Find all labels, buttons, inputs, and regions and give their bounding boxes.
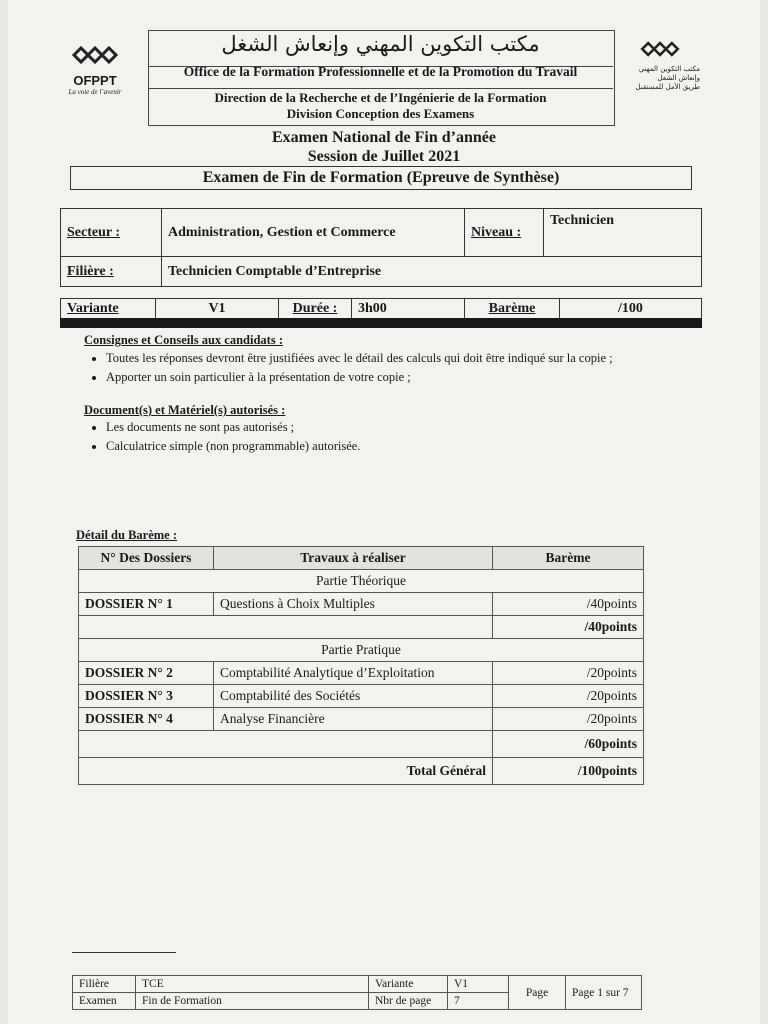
niveau-value: Technicien: [544, 209, 702, 257]
secteur-value: Administration, Gestion et Commerce: [162, 209, 465, 257]
bareme-label: Barème: [465, 299, 560, 320]
variante-label: Variante: [61, 299, 156, 320]
total-label: Total Général: [79, 758, 493, 785]
consignes-title: Consignes et Conseils aux candidats :: [84, 333, 283, 347]
ofppt-logo-left: [50, 42, 140, 112]
logo-right-line-3: طريق الأمل للمستقبل: [635, 83, 700, 91]
duree-label: Durée :: [279, 299, 352, 320]
consignes-list: [84, 349, 613, 387]
partie-theorique: Partie Théorique: [79, 570, 644, 593]
variante-table: [60, 298, 702, 320]
table-row: [79, 593, 644, 616]
col-header-dossiers: N° Des Dossiers: [79, 547, 214, 570]
footer-variante-value: V1: [448, 976, 509, 993]
variante-value: V1: [156, 299, 279, 320]
document-item: • Les documents ne sont pas autorisés ;: [106, 418, 360, 437]
consigne-item: • Apporter un soin particulier à la présentation de votre copie ;: [106, 368, 613, 387]
footer-examen-value: Fin de Formation: [136, 993, 369, 1010]
table-row: [79, 731, 644, 758]
col-header-travaux: Travaux à réaliser: [214, 547, 493, 570]
logo-left-text: OFPPT: [73, 73, 117, 88]
footer-page-value: Page 1 sur 7: [566, 976, 642, 1010]
table-header-row: [79, 547, 644, 570]
footer-filiere-label: Filière: [73, 976, 136, 993]
dossier-travail: Analyse Financière: [214, 708, 493, 731]
col-header-bareme: Barème: [493, 547, 644, 570]
header-arabic-title: مكتب التكوين المهني وإنعاش الشغل: [221, 32, 540, 56]
document-item: • Calculatrice simple (non programmable) autorisée.: [106, 437, 360, 456]
filiere-label: Filière :: [61, 257, 162, 287]
ofppt-emblem-icon: [637, 38, 683, 60]
bareme-value: /100: [560, 299, 702, 320]
logo-right-line-1: مكتب التكوين المهني: [638, 65, 700, 73]
exam-title: Examen National de Fin d’année: [271, 129, 496, 146]
dossier-points: /20points: [493, 685, 644, 708]
bareme-title: Détail du Barème :: [76, 528, 178, 542]
table-row: [79, 708, 644, 731]
ofppt-logo-right: [620, 38, 700, 108]
header-direction-block: [148, 90, 613, 122]
exam-session: Session de Juillet 2021: [307, 148, 461, 165]
partie-pratique: Partie Pratique: [79, 639, 644, 662]
dossier-label: DOSSIER N° 2: [79, 662, 214, 685]
dossier-travail: Comptabilité Analytique d’Exploitation: [214, 662, 493, 685]
footnote-separator: [72, 952, 176, 953]
footer-variante-label: Variante: [369, 976, 448, 993]
total-value: /100points: [493, 758, 644, 785]
documents-list: [84, 418, 360, 456]
dossier-label: DOSSIER N° 1: [79, 593, 214, 616]
exam-type: Examen de Fin de Formation (Epreuve de Synthèse): [70, 166, 692, 190]
dossier-points: /20points: [493, 708, 644, 731]
niveau-label: Niveau :: [465, 209, 544, 257]
documents-title: Document(s) et Matériel(s) autorisés :: [84, 403, 286, 417]
footer-nbr-value: 7: [448, 993, 509, 1010]
dossier-points: /20points: [493, 662, 644, 685]
subtotal-pratique: /60points: [493, 731, 644, 758]
bareme-table: [78, 546, 644, 785]
dossier-travail: Comptabilité des Sociétés: [214, 685, 493, 708]
table-row: [79, 758, 644, 785]
separator-bar: [60, 318, 702, 328]
logo-right-line-2: وإنعاش الشغل: [657, 74, 700, 82]
footer-table: [72, 975, 642, 1010]
exam-page: [8, 0, 760, 1024]
subtotal-theorique: /40points: [493, 616, 644, 639]
dossier-points: /40points: [493, 593, 644, 616]
header-division: Division Conception des Examens: [286, 106, 475, 121]
table-row: [79, 685, 644, 708]
secteur-label: Secteur :: [61, 209, 162, 257]
table-row: [79, 616, 644, 639]
table-row: [79, 662, 644, 685]
ofppt-emblem-icon: [70, 42, 120, 68]
dossier-label: DOSSIER N° 4: [79, 708, 214, 731]
dossier-travail: Questions à Choix Multiples: [214, 593, 493, 616]
header-office: Office de la Formation Professionnelle et de la Promotion du Travail: [183, 64, 578, 79]
exam-title-block: [8, 128, 760, 166]
table-row: [79, 570, 644, 593]
info-table: [60, 208, 702, 287]
footer-examen-label: Examen: [73, 993, 136, 1010]
header-direction: Direction de la Recherche et de l’Ingénierie de la Formation: [214, 90, 547, 105]
footer-page-label: Page: [509, 976, 566, 1010]
footer-nbr-label: Nbr de page: [369, 993, 448, 1010]
table-row: [79, 639, 644, 662]
duree-value: 3h00: [352, 299, 465, 320]
filiere-value: Technicien Comptable d’Entreprise: [162, 257, 702, 287]
logo-left-subtitle: La voie de l’avenir: [68, 88, 122, 96]
consigne-item: • Toutes les réponses devront être justifiées avec le détail des calculs qui doit être indiqué sur la copie ;: [106, 349, 613, 368]
dossier-label: DOSSIER N° 3: [79, 685, 214, 708]
footer-filiere-value: TCE: [136, 976, 369, 993]
